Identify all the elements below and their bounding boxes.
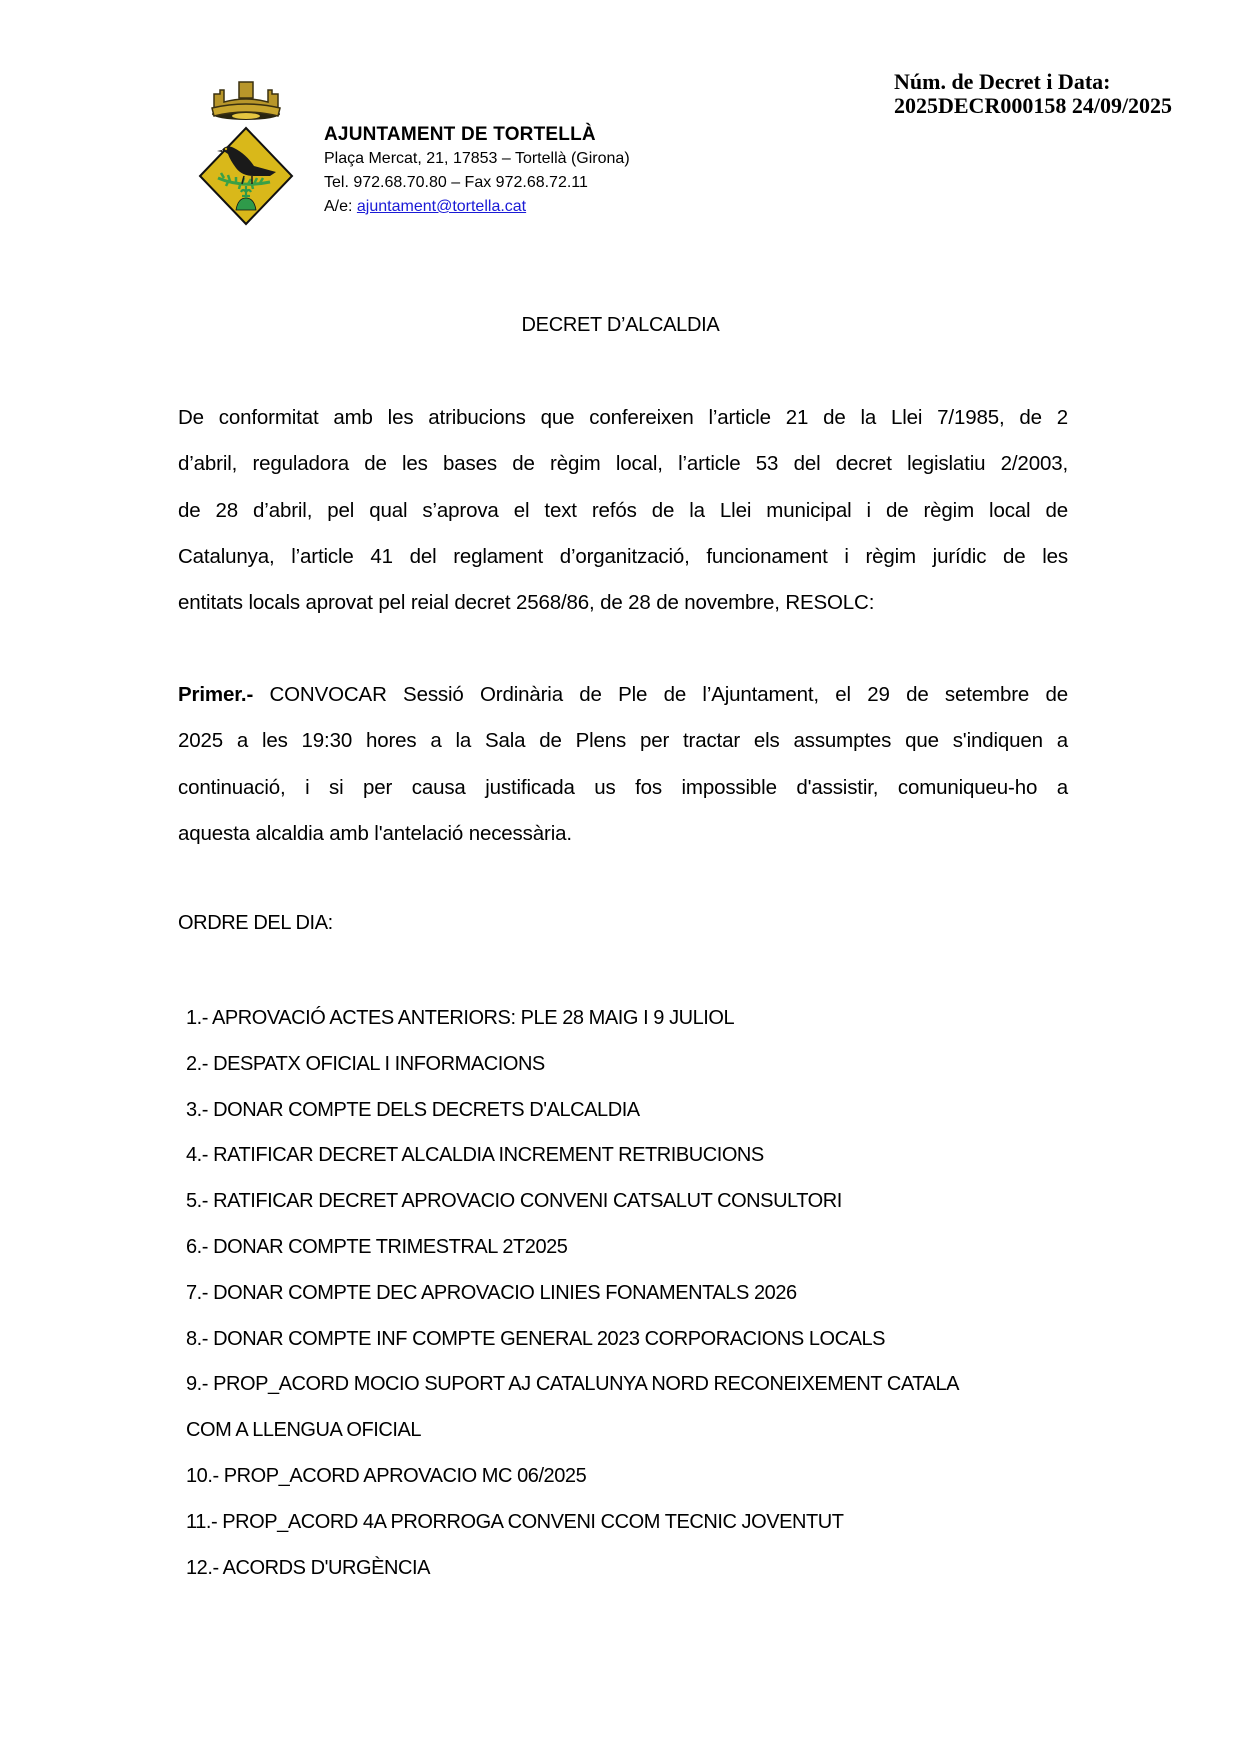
agenda-item: 1.- APROVACIÓ ACTES ANTERIORS: PLE 28 MAIG I 9 JULIOL	[186, 1007, 735, 1029]
agenda-item: 10.- PROP_ACORD APROVACIO MC 06/2025	[186, 1464, 587, 1487]
intro-paragraph	[178, 395, 1068, 626]
agenda-item: 2.- DESPATX OFICIAL I INFORMACIONS	[186, 1052, 545, 1075]
decree-stamp-value: 2025DECR000158 24/09/2025	[894, 93, 1173, 118]
agenda-item: 11.- PROP_ACORD 4A PRORROGA CONVENI CCOM TECNIC JOVENTUT	[186, 1510, 844, 1533]
shield-icon	[200, 128, 292, 224]
email-label: A/e:	[324, 198, 357, 215]
primer-line: aquesta alcaldia amb l'antelació necessària.	[178, 821, 572, 845]
intro-line: de 28 d’abril, pel qual s’aprova el text refós de la Llei municipal i de règim local de	[178, 498, 1068, 522]
primer-line: 2025 a les 19:30 hores a la Sala de Plens per tractar els assumptes que s'indiquen a	[178, 729, 1068, 753]
agenda-item: 8.- DONAR COMPTE INF COMPTE GENERAL 2023 CORPORACIONS LOCALS	[186, 1327, 886, 1350]
organization-name: AJUNTAMENT DE TORTELLÀ	[324, 124, 596, 145]
agenda-item: 6.- DONAR COMPTE TRIMESTRAL 2T2025	[186, 1235, 568, 1258]
agenda-item: 4.- RATIFICAR DECRET ALCALDIA INCREMENT RETRIBUCIONS	[186, 1144, 764, 1167]
agenda-item: 12.- ACORDS D'URGÈNCIA	[186, 1556, 430, 1579]
agenda-item: 5.- RATIFICAR DECRET APROVACIO CONVENI CATSALUT CONSULTORI	[186, 1190, 842, 1213]
primer-paragraph	[178, 672, 1068, 857]
intro-line: entitats locals aprovat pel reial decret 2568/86, de 28 de novembre, RESOLC:	[178, 591, 875, 615]
primer-label: Primer.-	[178, 683, 254, 706]
primer-line	[178, 672, 1068, 718]
organization-email-line	[324, 198, 526, 216]
crown-icon	[212, 82, 280, 120]
email-link[interactable]: ajuntament@tortella.cat	[356, 198, 527, 215]
document-title: DECRET D’ALCALDIA	[521, 314, 720, 336]
intro-line: Catalunya, l’article 41 del reglament d’organització, funcionament i règim jurídic de les	[178, 544, 1068, 568]
agenda-list	[186, 996, 1116, 1591]
agenda-item: 9.- PROP_ACORD MOCIO SUPORT AJ CATALUNYA NORD RECONEIXEMENT CATALA	[186, 1373, 960, 1396]
decree-stamp	[894, 70, 1172, 118]
intro-line: De conformitat amb les atribucions que confereixen l’article 21 de la Llei 7/1985, de 2	[178, 406, 1068, 429]
primer-text: CONVOCAR Sessió Ordinària de Ple de l’Ajuntament, el 29 de setembre de	[253, 683, 1068, 706]
coat-of-arms-icon	[196, 80, 296, 230]
organization-phone-fax: Tel. 972.68.70.80 – Fax 972.68.72.11	[324, 174, 588, 191]
agenda-item-continuation: COM A LLENGUA OFICIAL	[186, 1419, 422, 1442]
agenda-heading: ORDRE DEL DIA:	[178, 912, 333, 934]
agenda-item: 3.- DONAR COMPTE DELS DECRETS D'ALCALDIA	[186, 1098, 640, 1121]
intro-line: d’abril, reguladora de les bases de règim local, l’article 53 del decret legislatiu 2/2003,	[178, 452, 1068, 476]
primer-line: continuació, i si per causa justificada us fos impossible d'assistir, comuniqueu-ho a	[178, 775, 1068, 799]
organization-address: Plaça Mercat, 21, 17853 – Tortellà (Girona)	[324, 150, 630, 167]
agenda-item: 7.- DONAR COMPTE DEC APROVACIO LINIES FONAMENTALS 2026	[186, 1281, 797, 1304]
decree-stamp-label: Núm. de Decret i Data:	[894, 69, 1111, 94]
